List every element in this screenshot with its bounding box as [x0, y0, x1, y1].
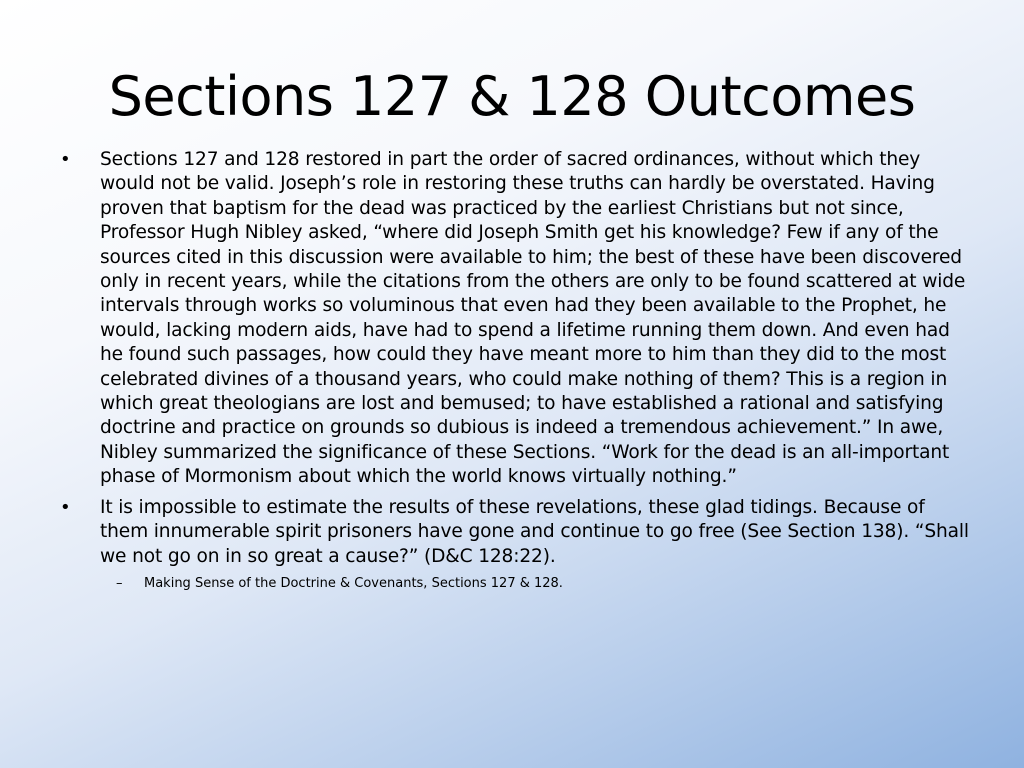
bullet-item-1	[60, 148, 970, 490]
bullet-item-2	[60, 496, 970, 569]
sub-bullet-text: Making Sense of the Doctrine & Covenants, Sections 127 & 128.	[144, 575, 563, 591]
bullet-marker: •	[60, 149, 71, 170]
bullet-marker: •	[60, 496, 71, 518]
bullet-text: It is impossible to estimate the results of these revelations, these glad tidings. Because of them innumerable spirit prisoners have gone and continue to go free (See Section 138). “Shall we not go on in so great a cause?” (D&C 128:22).	[100, 496, 969, 567]
slide-content	[60, 148, 970, 593]
slide-title: Sections 127 & 128 Outcomes	[108, 65, 916, 128]
sub-bullet-marker: –	[116, 575, 123, 591]
sub-bullet-item	[60, 575, 970, 593]
bullet-text: Sections 127 and 128 restored in part the order of sacred ordinances, without which they would not be valid. Joseph’s role in restoring these truths can hardly be overstated. Having proven that baptism for the dead was practiced by the earliest Christians but not since, Professor Hugh Nibley asked, “where did Joseph Smith get his knowledge? Few if any of the sources cited in this discussion were available to him; the best of these have been discovered only in recent years, while the citations from the others are only to be found scattered at wide intervals through works so voluminous that even had they been available to the Prophet, he would, lacking modern aids, have had to spend a lifetime running them down. And even had he found such passages, how could they have meant more to him than they did to the most celebrated divines of a thousand years, who could make nothing of them? This is a region in which great theologians are lost and bemused; to have established a rational and satisfying doctrine and practice on grounds so dubious is indeed a tremendous achievement.” In awe, Nibley summarized the significance of these Sections. “Work for the dead is an all-important phase of Mormonism about which the world knows virtually nothing.”	[100, 149, 966, 488]
